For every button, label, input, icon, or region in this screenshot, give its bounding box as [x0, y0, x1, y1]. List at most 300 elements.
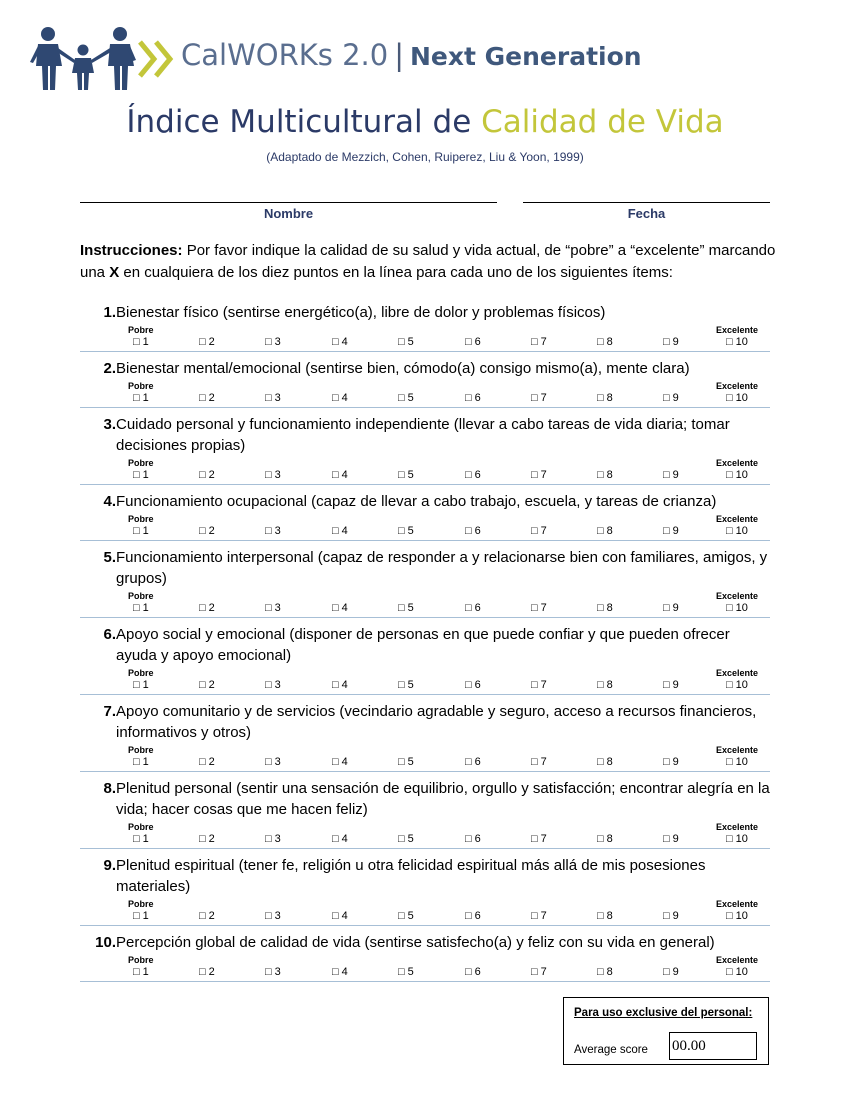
checkbox-icon[interactable]: □ [398, 910, 405, 922]
rating-option-label: 7 [540, 336, 547, 348]
checkbox-icon[interactable]: □ [465, 392, 472, 404]
checkbox-icon[interactable]: □ [663, 525, 670, 537]
rating-option[interactable] [332, 679, 348, 691]
item-text: Plenitud espiritual (tener fe, religión u otra felicidad espiritual más allá de mis posesiones materiales) [116, 857, 706, 895]
item-number: 3. [103, 416, 116, 433]
rating-scale [80, 391, 770, 406]
scale-anchors [80, 512, 770, 524]
checkbox-icon[interactable]: □ [726, 469, 733, 481]
family-icon [28, 26, 138, 92]
checkbox-icon[interactable]: □ [398, 833, 405, 845]
rating-option-label: 5 [407, 602, 414, 614]
instructions-x: X [109, 264, 120, 281]
checkbox-icon[interactable]: □ [133, 679, 140, 691]
item-text: Funcionamiento ocupacional (capaz de llevar a cabo trabajo, escuela, y tareas de crianza) [116, 493, 717, 510]
checkbox-icon[interactable]: □ [663, 336, 670, 348]
checkbox-icon[interactable]: □ [531, 756, 538, 768]
rating-option[interactable] [199, 336, 215, 348]
rating-scale [80, 468, 770, 483]
rating-option[interactable] [133, 336, 149, 348]
rating-option[interactable] [726, 602, 748, 614]
rating-option-label: 8 [606, 966, 613, 978]
rating-option[interactable] [398, 679, 414, 691]
checkbox-icon[interactable]: □ [265, 602, 272, 614]
checkbox-icon[interactable]: □ [663, 833, 670, 845]
rating-option[interactable] [465, 910, 481, 922]
rating-option-label: 10 [735, 602, 748, 614]
rating-option[interactable] [597, 833, 613, 845]
rating-option[interactable] [332, 833, 348, 845]
rating-option-label: 9 [672, 392, 679, 404]
rating-option[interactable] [597, 602, 613, 614]
checkbox-icon[interactable]: □ [199, 966, 206, 978]
rating-option[interactable] [199, 525, 215, 537]
checkbox-icon[interactable]: □ [726, 602, 733, 614]
checkbox-icon[interactable]: □ [265, 392, 272, 404]
rating-option[interactable] [726, 833, 748, 845]
scale-poor-label: Pobre [128, 458, 154, 468]
rating-option-label: 5 [407, 756, 414, 768]
checkbox-icon[interactable]: □ [663, 602, 670, 614]
rating-option-label: 3 [274, 756, 281, 768]
rating-option-label: 10 [735, 966, 748, 978]
rating-scale [80, 335, 770, 350]
rating-option[interactable] [663, 966, 679, 978]
rating-option[interactable] [726, 336, 748, 348]
rating-option[interactable] [332, 392, 348, 404]
scale-poor-label: Pobre [128, 668, 154, 678]
instructions-text-end: en cualquiera de los diez puntos en la línea para cada uno de los siguientes ítems: [119, 264, 673, 281]
item-text: Apoyo comunitario y de servicios (vecindario agradable y seguro, acceso a recursos financieros, informativos y otros) [116, 703, 757, 741]
checkbox-icon[interactable]: □ [398, 392, 405, 404]
instructions-text: Por favor indique la calidad de su salud y vida actual, de “pobre” a “excelente” marcando una [80, 242, 776, 281]
checkbox-icon[interactable]: □ [726, 336, 733, 348]
rating-option-label: 7 [540, 966, 547, 978]
rating-option[interactable] [398, 336, 414, 348]
date-field[interactable] [523, 202, 770, 203]
scale-poor-label: Pobre [128, 899, 154, 909]
rating-option[interactable] [398, 602, 414, 614]
rating-option[interactable] [199, 679, 215, 691]
checkbox-icon[interactable]: □ [465, 602, 472, 614]
rating-option[interactable] [531, 336, 547, 348]
rating-option[interactable] [663, 525, 679, 537]
checkbox-icon[interactable]: □ [597, 469, 604, 481]
checkbox-icon[interactable]: □ [597, 525, 604, 537]
checkbox-icon[interactable]: □ [332, 756, 339, 768]
rating-option[interactable] [726, 756, 748, 768]
rating-option[interactable] [726, 525, 748, 537]
rating-option-label: 10 [735, 833, 748, 845]
checkbox-icon[interactable]: □ [726, 966, 733, 978]
rating-option-label: 2 [208, 966, 215, 978]
checkbox-icon[interactable]: □ [398, 679, 405, 691]
rating-option-label: 5 [407, 392, 414, 404]
rating-option[interactable] [199, 392, 215, 404]
checkbox-icon[interactable]: □ [597, 966, 604, 978]
rating-option[interactable] [465, 336, 481, 348]
checkbox-icon[interactable]: □ [133, 602, 140, 614]
rating-option[interactable] [133, 910, 149, 922]
checkbox-icon[interactable]: □ [265, 525, 272, 537]
rating-option[interactable] [531, 966, 547, 978]
checkbox-icon[interactable]: □ [597, 756, 604, 768]
rating-option-label: 9 [672, 336, 679, 348]
item-text: Bienestar mental/emocional (sentirse bien, cómodo(a) consigo mismo(a), mente clara) [116, 360, 690, 377]
rating-option[interactable] [465, 392, 481, 404]
rating-option-label: 2 [208, 602, 215, 614]
rating-option[interactable] [726, 679, 748, 691]
item-number: 5. [103, 549, 116, 566]
rating-scale [80, 524, 770, 539]
checkbox-icon[interactable]: □ [199, 679, 206, 691]
checkbox-icon[interactable]: □ [726, 392, 733, 404]
checkbox-icon[interactable]: □ [531, 833, 538, 845]
rating-option[interactable] [663, 756, 679, 768]
rating-option[interactable] [265, 525, 281, 537]
header [28, 26, 648, 92]
checkbox-icon[interactable]: □ [133, 910, 140, 922]
scale-poor-label: Pobre [128, 955, 154, 965]
checkbox-icon[interactable]: □ [265, 910, 272, 922]
rating-option-label: 4 [341, 910, 348, 922]
checkbox-icon[interactable]: □ [465, 966, 472, 978]
checkbox-icon[interactable]: □ [133, 966, 140, 978]
rating-option[interactable] [663, 679, 679, 691]
checkbox-icon[interactable]: □ [133, 336, 140, 348]
rating-option[interactable] [531, 756, 547, 768]
rating-option[interactable] [265, 679, 281, 691]
rating-option-label: 3 [274, 336, 281, 348]
checkbox-icon[interactable]: □ [133, 525, 140, 537]
rating-option[interactable] [531, 679, 547, 691]
rating-option[interactable] [597, 679, 613, 691]
checkbox-icon[interactable]: □ [663, 679, 670, 691]
rating-option[interactable] [398, 392, 414, 404]
checkbox-icon[interactable]: □ [332, 966, 339, 978]
rating-option-label: 8 [606, 679, 613, 691]
rating-option[interactable] [265, 756, 281, 768]
rating-option[interactable] [133, 679, 149, 691]
rating-option-label: 10 [735, 679, 748, 691]
checkbox-icon[interactable]: □ [597, 910, 604, 922]
rating-option[interactable] [133, 469, 149, 481]
rating-option[interactable] [133, 602, 149, 614]
item-question [80, 358, 770, 379]
rating-option[interactable] [465, 756, 481, 768]
rating-option[interactable] [531, 910, 547, 922]
checkbox-icon[interactable]: □ [332, 833, 339, 845]
rating-option[interactable] [332, 756, 348, 768]
checkbox-icon[interactable]: □ [597, 602, 604, 614]
rating-option-label: 10 [735, 756, 748, 768]
questionnaire-items [80, 302, 770, 988]
rating-option[interactable] [332, 469, 348, 481]
checkbox-icon[interactable]: □ [663, 966, 670, 978]
item-question [80, 701, 770, 743]
rating-option[interactable] [597, 966, 613, 978]
checkbox-icon[interactable]: □ [199, 910, 206, 922]
checkbox-icon[interactable]: □ [597, 392, 604, 404]
rating-option[interactable] [663, 833, 679, 845]
instructions [80, 240, 780, 284]
checkbox-icon[interactable]: □ [531, 525, 538, 537]
rating-option[interactable] [663, 602, 679, 614]
rating-option[interactable] [332, 602, 348, 614]
rating-option-label: 4 [341, 392, 348, 404]
rating-option[interactable] [531, 525, 547, 537]
rating-option[interactable] [265, 966, 281, 978]
checkbox-icon[interactable]: □ [133, 833, 140, 845]
rating-option-label: 1 [142, 833, 149, 845]
rating-option[interactable] [398, 966, 414, 978]
checkbox-icon[interactable]: □ [726, 833, 733, 845]
rating-option-label: 6 [474, 679, 481, 691]
checkbox-icon[interactable]: □ [663, 392, 670, 404]
checkbox-icon[interactable]: □ [726, 525, 733, 537]
rating-option[interactable] [465, 469, 481, 481]
checkbox-icon[interactable]: □ [398, 469, 405, 481]
name-field[interactable] [80, 202, 497, 203]
checkbox-icon[interactable]: □ [199, 525, 206, 537]
checkbox-icon[interactable]: □ [726, 679, 733, 691]
rating-option[interactable] [465, 833, 481, 845]
rating-option[interactable] [265, 602, 281, 614]
rating-option-label: 7 [540, 469, 547, 481]
rating-option-label: 6 [474, 756, 481, 768]
rating-option[interactable] [199, 756, 215, 768]
rating-option[interactable] [597, 469, 613, 481]
checkbox-icon[interactable]: □ [465, 833, 472, 845]
rating-option[interactable] [133, 392, 149, 404]
item-number: 7. [103, 703, 116, 720]
rating-option[interactable] [332, 525, 348, 537]
rating-option-label: 10 [735, 392, 748, 404]
rating-option-label: 6 [474, 910, 481, 922]
checkbox-icon[interactable]: □ [531, 966, 538, 978]
rating-option[interactable] [531, 833, 547, 845]
rating-option-label: 3 [274, 679, 281, 691]
checkbox-icon[interactable]: □ [465, 469, 472, 481]
rating-option-label: 7 [540, 910, 547, 922]
rating-option[interactable] [465, 966, 481, 978]
average-score-field[interactable]: 00.00 [669, 1032, 757, 1060]
checkbox-icon[interactable]: □ [199, 336, 206, 348]
rating-option[interactable] [133, 966, 149, 978]
rating-option[interactable] [465, 525, 481, 537]
rating-option[interactable] [265, 910, 281, 922]
rating-option-label: 1 [142, 679, 149, 691]
checkbox-icon[interactable]: □ [332, 910, 339, 922]
checkbox-icon[interactable]: □ [332, 602, 339, 614]
rating-option[interactable] [726, 966, 748, 978]
rating-option[interactable] [597, 336, 613, 348]
checkbox-icon[interactable]: □ [199, 833, 206, 845]
scale-poor-label: Pobre [128, 591, 154, 601]
checkbox-icon[interactable]: □ [531, 910, 538, 922]
checkbox-icon[interactable]: □ [133, 469, 140, 481]
rating-option[interactable] [265, 833, 281, 845]
rating-option-label: 9 [672, 756, 679, 768]
brand-name [181, 38, 642, 72]
checkbox-icon[interactable]: □ [597, 679, 604, 691]
checkbox-icon[interactable]: □ [265, 833, 272, 845]
checkbox-icon[interactable]: □ [663, 910, 670, 922]
average-score-label: Average score [574, 1044, 648, 1056]
checkbox-icon[interactable]: □ [531, 336, 538, 348]
rating-option[interactable] [531, 392, 547, 404]
rating-option-label: 9 [672, 833, 679, 845]
rating-option[interactable] [398, 525, 414, 537]
rating-option-label: 6 [474, 833, 481, 845]
rating-option-label: 2 [208, 469, 215, 481]
checkbox-icon[interactable]: □ [199, 469, 206, 481]
checkbox-icon[interactable]: □ [133, 756, 140, 768]
checkbox-icon[interactable]: □ [199, 756, 206, 768]
rating-option[interactable] [199, 910, 215, 922]
checkbox-icon[interactable]: □ [265, 469, 272, 481]
checkbox-icon[interactable]: □ [465, 525, 472, 537]
rating-option[interactable] [199, 966, 215, 978]
rating-option[interactable] [531, 469, 547, 481]
rating-option[interactable] [726, 392, 748, 404]
rating-option-label: 1 [142, 966, 149, 978]
checkbox-icon[interactable]: □ [465, 679, 472, 691]
checkbox-icon[interactable]: □ [199, 392, 206, 404]
scale-excellent-label: Excelente [715, 591, 758, 601]
rating-option[interactable] [398, 469, 414, 481]
scale-poor-label: Pobre [128, 514, 154, 524]
rating-option-label: 4 [341, 469, 348, 481]
checkbox-icon[interactable]: □ [332, 392, 339, 404]
checkbox-icon[interactable]: □ [398, 756, 405, 768]
rating-option[interactable] [531, 602, 547, 614]
scale-poor-label: Pobre [128, 822, 154, 832]
rating-item [80, 491, 770, 541]
rating-option-label: 6 [474, 966, 481, 978]
checkbox-icon[interactable]: □ [663, 756, 670, 768]
checkbox-icon[interactable]: □ [531, 679, 538, 691]
checkbox-icon[interactable]: □ [398, 602, 405, 614]
rating-option[interactable] [199, 602, 215, 614]
checkbox-icon[interactable]: □ [597, 336, 604, 348]
rating-option[interactable] [465, 602, 481, 614]
checkbox-icon[interactable]: □ [726, 756, 733, 768]
checkbox-icon[interactable]: □ [398, 966, 405, 978]
checkbox-icon[interactable]: □ [465, 756, 472, 768]
title-part1: Índice Multicultural de [126, 104, 472, 140]
checkbox-icon[interactable]: □ [597, 833, 604, 845]
rating-item [80, 701, 770, 772]
scale-excellent-label: Excelente [715, 458, 758, 468]
rating-option[interactable] [332, 336, 348, 348]
checkbox-icon[interactable]: □ [398, 336, 405, 348]
rating-option[interactable] [726, 910, 748, 922]
rating-option[interactable] [265, 336, 281, 348]
rating-option-label: 2 [208, 336, 215, 348]
rating-option[interactable] [663, 392, 679, 404]
rating-option[interactable] [398, 910, 414, 922]
rating-option[interactable] [265, 469, 281, 481]
checkbox-icon[interactable]: □ [531, 392, 538, 404]
rating-option[interactable] [663, 910, 679, 922]
rating-option[interactable] [597, 910, 613, 922]
checkbox-icon[interactable]: □ [465, 910, 472, 922]
rating-option-label: 3 [274, 602, 281, 614]
staff-only-box [563, 997, 769, 1065]
checkbox-icon[interactable]: □ [332, 336, 339, 348]
rating-option[interactable] [663, 469, 679, 481]
rating-option-label: 5 [407, 336, 414, 348]
checkbox-icon[interactable]: □ [265, 966, 272, 978]
rating-option-label: 8 [606, 756, 613, 768]
rating-option-label: 7 [540, 679, 547, 691]
checkbox-icon[interactable]: □ [332, 679, 339, 691]
rating-scale [80, 678, 770, 693]
brand-separator: | [394, 38, 404, 72]
rating-option-label: 6 [474, 392, 481, 404]
rating-option[interactable] [265, 392, 281, 404]
rating-scale [80, 832, 770, 847]
checkbox-icon[interactable]: □ [398, 525, 405, 537]
rating-option-label: 8 [606, 833, 613, 845]
checkbox-icon[interactable]: □ [265, 756, 272, 768]
rating-item [80, 855, 770, 926]
checkbox-icon[interactable]: □ [265, 336, 272, 348]
rating-option[interactable] [398, 833, 414, 845]
rating-option[interactable] [597, 392, 613, 404]
rating-option[interactable] [199, 469, 215, 481]
checkbox-icon[interactable]: □ [332, 525, 339, 537]
checkbox-icon[interactable]: □ [332, 469, 339, 481]
rating-option-label: 5 [407, 469, 414, 481]
rating-option[interactable] [398, 756, 414, 768]
rating-option[interactable] [726, 469, 748, 481]
item-number: 9. [103, 857, 116, 874]
checkbox-icon[interactable]: □ [265, 679, 272, 691]
scale-anchors [80, 589, 770, 601]
rating-scale [80, 755, 770, 770]
rating-item [80, 414, 770, 485]
rating-option[interactable] [332, 910, 348, 922]
rating-option-label: 4 [341, 833, 348, 845]
scale-anchors [80, 323, 770, 335]
rating-option[interactable] [465, 679, 481, 691]
rating-option-label: 3 [274, 392, 281, 404]
checkbox-icon[interactable]: □ [465, 336, 472, 348]
rating-option[interactable] [663, 336, 679, 348]
rating-option[interactable] [133, 833, 149, 845]
rating-option[interactable] [133, 525, 149, 537]
checkbox-icon[interactable]: □ [531, 469, 538, 481]
checkbox-icon[interactable]: □ [663, 469, 670, 481]
rating-option[interactable] [133, 756, 149, 768]
checkbox-icon[interactable]: □ [726, 910, 733, 922]
rating-option[interactable] [597, 756, 613, 768]
page-title [0, 104, 850, 140]
checkbox-icon[interactable]: □ [133, 392, 140, 404]
rating-option-label: 3 [274, 525, 281, 537]
rating-option[interactable] [332, 966, 348, 978]
rating-option-label: 4 [341, 679, 348, 691]
rating-option[interactable] [199, 833, 215, 845]
checkbox-icon[interactable]: □ [531, 602, 538, 614]
checkbox-icon[interactable]: □ [199, 602, 206, 614]
rating-option[interactable] [597, 525, 613, 537]
rating-option-label: 6 [474, 469, 481, 481]
item-question [80, 932, 770, 953]
rating-option-label: 2 [208, 833, 215, 845]
